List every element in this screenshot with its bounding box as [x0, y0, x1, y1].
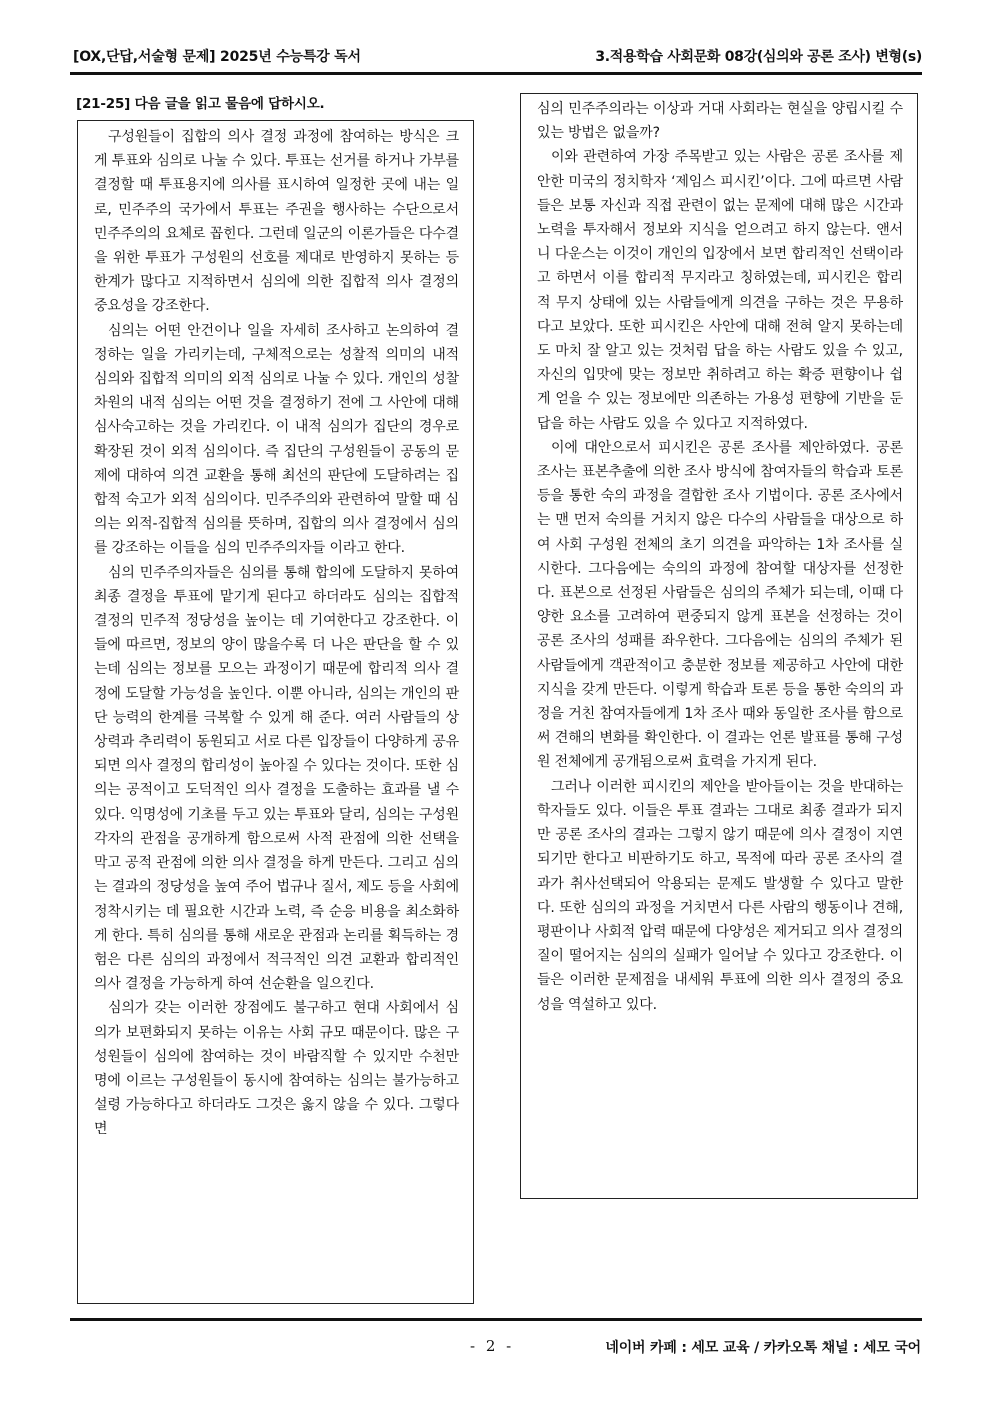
- question-instruction: [21-25] 다음 글을 읽고 물음에 답하시오.: [76, 96, 325, 112]
- passage-paragraph: 심의 민주주의자들은 심의를 통해 합의에 도달하지 못하여 최종 결정을 투표에 맡기게 된다고 하더라도 심의는 집합적 결정의 민주적 정당성을 높이는 데 기여한다고 강조한다. 이들에 따르면, 정보의 양이 많을수록 더 나은 판단을 할 수 있는데 심의는 정보를 모으는 과정이기 때문에 합리적 의사 결정에 도달할 가능성을 높인다. 이뿐 아니라, 심의는 개인의 판단 능력의 한계를 극복할 수 있게 해 준다. 여러 사람들의 상상력과 추리력이 동원되고 서로 다른 입장들이 다양하게 공유되면 의사 결정의 합리성이 높아질 수 있다는 것이다. 또한 심의는 공적이고 도덕적인 의사 결정을 도출하는 효과를 낼 수 있다. 익명성에 기초를 두고 있는 투표와 달리, 심의는 구성원 각자의 관점을 공개하게 함으로써 사적 관점에 의한 선택을 막고 공적 관점에 의한 의사 결정을 하게 만든다. 그리고 심의는 결과의 정당성을 높여 주어 법규나 질서, 제도 등을 사회에 정착시키는 데 필요한 시간과 노력, 즉 순응 비용을 최소화하게 한다. 특히 심의를 통해 새로운 관점과 논리를 획득하는 경험은 다른 심의의 과정에서 적극적인 의견 교환과 합리적인 의사 결정을 가능하게 하여 선순환을 일으킨다.: [94, 564, 459, 993]
- page-number: - 2 -: [470, 1337, 515, 1355]
- header-doc-title: [OX,단답,서술형 문제] 2025년 수능특강 독서: [73, 49, 361, 65]
- passage-paragraph: 구성원들이 집합의 의사 결정 과정에 참여하는 방식은 크게 투표와 심의로 나눌 수 있다. 투표는 선거를 하거나 가부를 결정할 때 투표용지에 의사를 표시하여 일정한 곳에 내는 일로, 민주주의 국가에서 투표는 주권을 행사하는 수단으로서 민주주의의 요체로 꼽힌다. 그런데 일군의 이론가들은 다수결을 위한 투표가 구성원의 선호를 제대로 반영하지 못하는 등 한계가 많다고 지적하면서 심의에 의한 집합적 의사 결정의 중요성을 강조한다.: [94, 129, 459, 315]
- footer-channel-info: 네이버 카페 : 세모 교육 / 카카오톡 채널 : 세모 국어: [605, 1340, 921, 1356]
- footer-divider: [70, 1318, 922, 1321]
- passage-paragraph: 심의는 어떤 안건이나 일을 자세히 조사하고 논의하여 결정하는 일을 가리키는데, 구체적으로는 성찰적 의미의 내적 심의와 집합적 의미의 외적 심의로 나눌 수 있다. 개인의 성찰 차원의 내적 심의는 어떤 것을 결정하기 전에 그 사안에 대해 심사숙고하는 것을 가리킨다. 이 내적 심의가 집단의 경우로 확장된 것이 외적 심의이다. 즉 집단의 구성원들이 공동의 문제에 대하여 의견 교환을 통해 최선의 판단에 도달하려는 집합적 숙고가 외적 심의이다. 민주주의와 관련하여 말할 때 심의는 외적-집합적 심의를 뜻하며, 집합의 의사 결정에서 심의를 강조하는 이들을 심의 민주주의자들 이라고 한다.: [94, 322, 459, 557]
- passage-paragraph: 심의 민주주의라는 이상과 거대 사회라는 현실을 양립시킬 수 있는 방법은 없을까?: [537, 101, 903, 142]
- passage-paragraph: 이와 관련하여 가장 주목받고 있는 사람은 공론 조사를 제안한 미국의 정치학자 ‘제임스 피시킨’이다. 그에 따르면 사람들은 보통 자신과 직접 관련이 없는 문제에 대해 많은 시간과 노력을 투자해서 정보와 지식을 얻으려고 하지 않는다. 앤서니 다운스는 이것이 개인의 입장에서 보면 합리적인 선택이라고 하면서 이를 합리적 무지라고 칭하였는데, 피시킨은 합리적 무지 상태에 있는 사람들에게 의견을 구하는 것은 무용하다고 보았다. 또한 피시킨은 사안에 대해 전혀 알지 못하는데도 마치 잘 알고 있는 것처럼 답을 하는 사람도 있을 수 있고, 자신의 입맛에 맞는 정보만 취하려고 하는 확증 편향이나 쉽게 얻을 수 있는 정보에만 의존하는 가용성 편향에 기반을 둔 답을 하는 사람도 있을 수 있다고 지적하였다.: [537, 149, 903, 432]
- header-divider: [70, 72, 922, 75]
- passage-box-right: [520, 93, 918, 1199]
- header-section-title: 3.적용학습 사회문화 08강(심의와 공론 조사) 변형(s): [595, 49, 922, 65]
- passage-paragraph: 이에 대안으로서 피시킨은 공론 조사를 제안하였다. 공론 조사는 표본추출에 의한 조사 방식에 참여자들의 학습과 토론 등을 통한 숙의 과정을 결합한 조사 기법이다. 공론 조사에서는 맨 먼저 숙의를 거치지 않은 다수의 사람들을 대상으로 하여 사회 구성원 전체의 초기 의견을 파악하는 1차 조사를 실시한다. 그다음에는 숙의의 과정에 참여할 대상자를 선정한다. 표본으로 선정된 사람들은 심의의 주체가 되는데, 이때 다양한 요소를 고려하여 편중되지 않게 표본을 선정하는 것이 공론 조사의 성패를 좌우한다. 그다음에는 심의의 주체가 된 사람들에게 객관적이고 충분한 정보를 제공하고 사안에 대한 지식을 갖게 만든다. 이렇게 학습과 토론 등을 통한 숙의의 과정을 거친 참여자들에게 1차 조사 때와 동일한 조사를 함으로써 견해의 변화를 확인한다. 이 결과는 언론 발표를 통해 구성원 전체에게 공개됨으로써 효력을 가지게 된다.: [537, 439, 903, 771]
- passage-paragraph: 심의가 갖는 이러한 장점에도 불구하고 현대 사회에서 심의가 보편화되지 못하는 이유는 사회 규모 때문이다. 많은 구성원들이 심의에 참여하는 것이 바람직할 수 있지만 수천만 명에 이르는 구성원들이 동시에 참여하는 심의는 불가능하고 설령 가능하다고 하더라도 그것은 옳지 않을 수 있다. 그렇다면: [94, 1000, 459, 1138]
- passage-paragraph: 그러나 이러한 피시킨의 제안을 받아들이는 것을 반대하는 학자들도 있다. 이들은 투표 결과는 그대로 최종 결과가 되지만 공론 조사의 결과는 그렇지 않기 때문에 의사 결정이 지연되기만 한다고 비판하기도 하고, 목적에 따라 공론 조사의 결과가 취사선택되어 악용되는 문제도 발생할 수 있다고 말한다. 또한 심의의 과정을 거치면서 다른 사람의 행동이나 견해, 평판이나 사회적 압력 때문에 다양성은 제거되고 의사 결정의 질이 떨어지는 심의의 실패가 일어날 수 있다고 강조한다. 이들은 이러한 문제점을 내세워 투표에 의한 의사 결정의 중요성을 역설하고 있다.: [537, 778, 903, 1013]
- passage-box-left: [77, 120, 474, 1304]
